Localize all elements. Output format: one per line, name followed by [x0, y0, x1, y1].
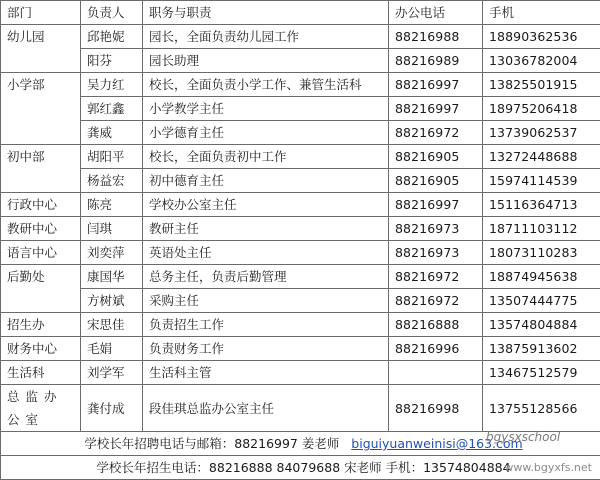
role-cell: 初中德育主任 [143, 169, 389, 193]
dept-cell: 幼儿园 [1, 25, 81, 73]
mobile-cell: 13825501915 [483, 73, 600, 97]
table-row [1, 241, 600, 265]
office-phone-cell: 88216973 [389, 217, 483, 241]
mobile-cell: 18073110283 [483, 241, 600, 265]
recruit-email-link[interactable]: biguiyuanweinisi@163.com [351, 436, 522, 451]
office-phone-cell: 88216996 [389, 337, 483, 361]
person-cell: 陈亮 [81, 193, 143, 217]
person-cell: 龚威 [81, 121, 143, 145]
table-row [1, 121, 600, 145]
office-phone-cell: 88216973 [389, 241, 483, 265]
header-row [1, 1, 600, 25]
mobile-cell: 13739062537 [483, 121, 600, 145]
mobile-cell: 15116364713 [483, 193, 600, 217]
watermark-brand: bgysxschool [486, 430, 560, 444]
mobile-cell: 18975206418 [483, 97, 600, 121]
dept-cell: 行政中心 [1, 193, 81, 217]
office-phone-cell: 88216998 [389, 385, 483, 432]
table-row [1, 49, 600, 73]
person-cell: 宋思佳 [81, 313, 143, 337]
person-cell: 杨益宏 [81, 169, 143, 193]
role-cell: 园长，全面负责幼儿园工作 [143, 25, 389, 49]
role-cell: 英语处主任 [143, 241, 389, 265]
mobile-cell: 13272448688 [483, 145, 600, 169]
person-cell: 邱艳妮 [81, 25, 143, 49]
table-row [1, 145, 600, 169]
person-cell: 康国华 [81, 265, 143, 289]
office-phone-cell: 88216997 [389, 73, 483, 97]
table-row [1, 313, 600, 337]
recruit-label: 学校长年招聘电话与邮箱：88216997 姜老师 [84, 436, 339, 451]
dept-cell: 总监办公室 [1, 385, 81, 432]
person-cell: 刘奕萍 [81, 241, 143, 265]
role-cell: 生活科主管 [143, 361, 389, 385]
mobile-cell: 18874945638 [483, 265, 600, 289]
mobile-cell: 13755128566 [483, 385, 600, 432]
mobile-cell: 18890362536 [483, 25, 600, 49]
header-office-phone: 办公电话 [389, 1, 483, 25]
table-row [1, 73, 600, 97]
dept-cell: 教研中心 [1, 217, 81, 241]
person-cell: 吴力红 [81, 73, 143, 97]
header-role: 职务与职责 [143, 1, 389, 25]
mobile-cell: 18711103112 [483, 217, 600, 241]
mobile-cell: 13467512579 [483, 361, 600, 385]
mobile-cell: 13036782004 [483, 49, 600, 73]
role-cell: 园长助理 [143, 49, 389, 73]
header-mobile: 手机 [483, 1, 600, 25]
role-cell: 负责招生工作 [143, 313, 389, 337]
table-row [1, 97, 600, 121]
person-cell: 方树斌 [81, 289, 143, 313]
role-cell: 段佳琪总监办公室主任 [143, 385, 389, 432]
watermark-site: www.bgyxfs.net [504, 461, 592, 474]
table-row [1, 25, 600, 49]
dept-cell: 招生办 [1, 313, 81, 337]
role-cell: 小学德育主任 [143, 121, 389, 145]
role-cell: 小学教学主任 [143, 97, 389, 121]
office-phone-cell: 88216905 [389, 145, 483, 169]
mobile-cell: 13574804884 [483, 313, 600, 337]
person-cell: 闫琪 [81, 217, 143, 241]
role-cell: 校长，全面负责小学工作、兼管生活科 [143, 73, 389, 97]
table-row [1, 193, 600, 217]
dept-cell: 生活科 [1, 361, 81, 385]
dept-cell: 财务中心 [1, 337, 81, 361]
table-row [1, 361, 600, 385]
office-phone-cell: 88216972 [389, 121, 483, 145]
office-phone-cell: 88216972 [389, 265, 483, 289]
office-phone-cell: 88216997 [389, 97, 483, 121]
mobile-cell: 15974114539 [483, 169, 600, 193]
table-row [1, 265, 600, 289]
office-phone-cell [389, 361, 483, 385]
table-row [1, 385, 600, 432]
header-dept: 部门 [1, 1, 81, 25]
table-row [1, 289, 600, 313]
admission-label: 学校长年招生电话：88216888 84079688 宋老师 手机：13574804884 [96, 460, 510, 475]
role-cell: 教研主任 [143, 217, 389, 241]
person-cell: 胡阳平 [81, 145, 143, 169]
table-row [1, 337, 600, 361]
office-phone-cell: 88216997 [389, 193, 483, 217]
office-phone-cell: 88216972 [389, 289, 483, 313]
role-cell: 总务主任，负责后勤管理 [143, 265, 389, 289]
role-cell: 负责财务工作 [143, 337, 389, 361]
dept-cell: 语言中心 [1, 241, 81, 265]
person-cell: 郭红鑫 [81, 97, 143, 121]
person-cell: 龚付成 [81, 385, 143, 432]
dept-cell: 小学部 [1, 73, 81, 145]
role-cell: 学校办公室主任 [143, 193, 389, 217]
role-cell: 校长，全面负责初中工作 [143, 145, 389, 169]
role-cell: 采购主任 [143, 289, 389, 313]
mobile-cell: 13507444775 [483, 289, 600, 313]
office-phone-cell: 88216888 [389, 313, 483, 337]
office-phone-cell: 88216905 [389, 169, 483, 193]
person-cell: 阳芬 [81, 49, 143, 73]
dept-cell: 后勤处 [1, 265, 81, 313]
person-cell: 刘学军 [81, 361, 143, 385]
person-cell: 毛娟 [81, 337, 143, 361]
mobile-cell: 13875913602 [483, 337, 600, 361]
header-person: 负责人 [81, 1, 143, 25]
office-phone-cell: 88216988 [389, 25, 483, 49]
table-row [1, 169, 600, 193]
table-row [1, 217, 600, 241]
dept-cell: 初中部 [1, 145, 81, 193]
office-phone-cell: 88216989 [389, 49, 483, 73]
